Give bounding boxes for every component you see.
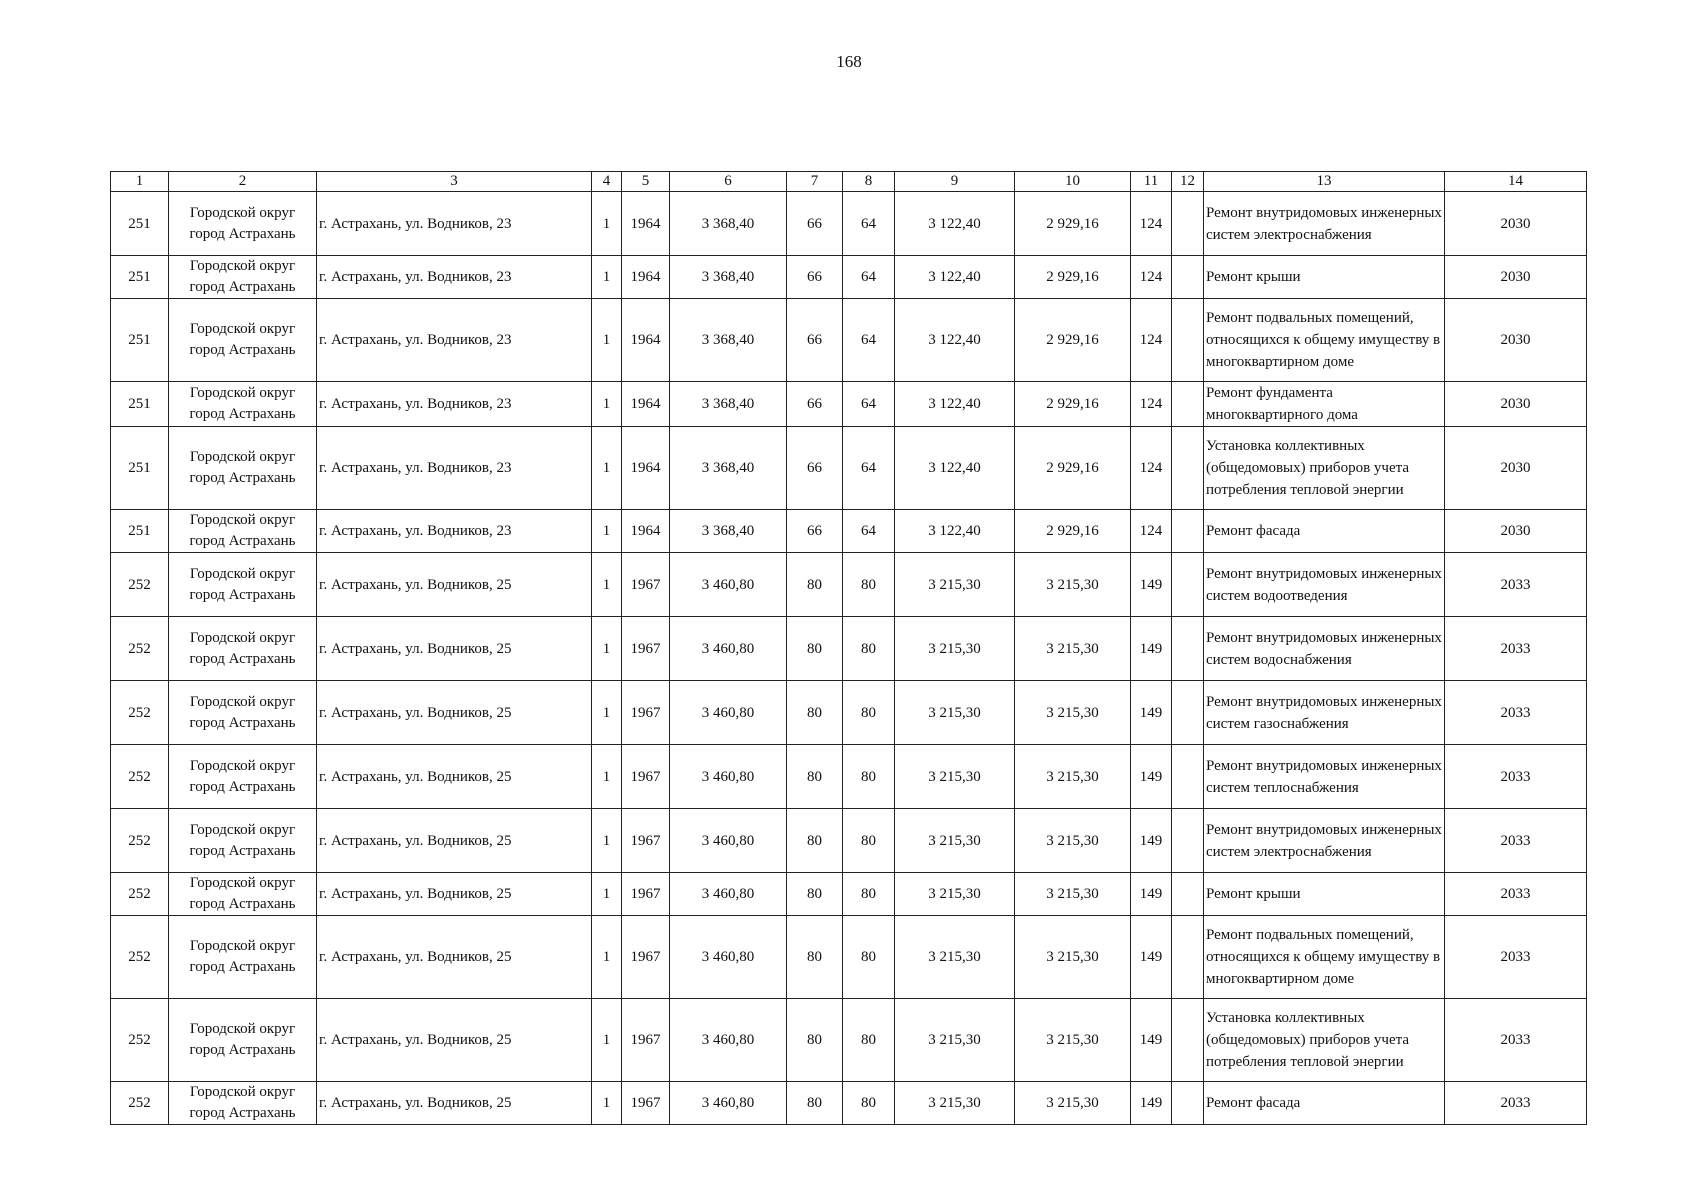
column-7-cell: 80 — [787, 1082, 843, 1125]
build-year-cell: 1967 — [622, 809, 670, 873]
address-cell: г. Астрахань, ул. Водников, 25 — [317, 999, 592, 1082]
column-9-cell: 3 215,30 — [895, 617, 1015, 681]
municipality-cell: Городской округ город Астрахань — [169, 873, 317, 916]
table-row — [111, 256, 1587, 299]
table-row — [111, 427, 1587, 510]
planned-year-cell: 2033 — [1445, 1082, 1587, 1125]
column-9-cell: 3 215,30 — [895, 681, 1015, 745]
header-cell: 9 — [895, 172, 1015, 192]
column-8-cell: 64 — [843, 256, 895, 299]
table-row — [111, 681, 1587, 745]
column-4-cell: 1 — [592, 809, 622, 873]
repair-work-cell: Установка коллективных (общедомовых) приборов учета потребления тепловой энергии — [1204, 999, 1445, 1082]
repair-work-cell: Ремонт крыши — [1204, 256, 1445, 299]
column-4-cell: 1 — [592, 192, 622, 256]
municipality-cell: Городской округ город Астрахань — [169, 681, 317, 745]
column-9-cell: 3 215,30 — [895, 809, 1015, 873]
column-12-cell — [1172, 873, 1204, 916]
column-12-cell — [1172, 256, 1204, 299]
build-year-cell: 1964 — [622, 299, 670, 382]
table-body — [111, 192, 1587, 1125]
column-11-cell: 124 — [1131, 382, 1172, 427]
repair-work-cell: Ремонт внутридомовых инженерных систем электроснабжения — [1204, 192, 1445, 256]
table-row — [111, 192, 1587, 256]
column-7-cell: 80 — [787, 999, 843, 1082]
header-cell: 13 — [1204, 172, 1445, 192]
municipality-cell: Городской округ город Астрахань — [169, 299, 317, 382]
column-11-cell: 149 — [1131, 809, 1172, 873]
column-11-cell: 124 — [1131, 427, 1172, 510]
column-12-cell — [1172, 510, 1204, 553]
column-7-cell: 80 — [787, 617, 843, 681]
column-4-cell: 1 — [592, 382, 622, 427]
column-6-cell: 3 368,40 — [670, 192, 787, 256]
table-row — [111, 873, 1587, 916]
column-10-cell: 2 929,16 — [1015, 510, 1131, 553]
column-7-cell: 66 — [787, 427, 843, 510]
column-10-cell: 2 929,16 — [1015, 256, 1131, 299]
column-6-cell: 3 460,80 — [670, 999, 787, 1082]
column-12-cell — [1172, 745, 1204, 809]
row-number-cell: 252 — [111, 809, 169, 873]
column-11-cell: 149 — [1131, 617, 1172, 681]
build-year-cell: 1967 — [622, 873, 670, 916]
column-12-cell — [1172, 1082, 1204, 1125]
address-cell: г. Астрахань, ул. Водников, 23 — [317, 192, 592, 256]
row-number-cell: 252 — [111, 916, 169, 999]
column-7-cell: 80 — [787, 809, 843, 873]
column-6-cell: 3 460,80 — [670, 745, 787, 809]
column-8-cell: 64 — [843, 192, 895, 256]
column-9-cell: 3 215,30 — [895, 745, 1015, 809]
column-4-cell: 1 — [592, 427, 622, 510]
column-6-cell: 3 460,80 — [670, 617, 787, 681]
column-10-cell: 2 929,16 — [1015, 299, 1131, 382]
address-cell: г. Астрахань, ул. Водников, 25 — [317, 553, 592, 617]
planned-year-cell: 2033 — [1445, 809, 1587, 873]
row-number-cell: 252 — [111, 617, 169, 681]
column-12-cell — [1172, 192, 1204, 256]
header-cell: 8 — [843, 172, 895, 192]
column-8-cell: 80 — [843, 617, 895, 681]
table-header — [111, 172, 1587, 192]
header-cell: 7 — [787, 172, 843, 192]
row-number-cell: 252 — [111, 999, 169, 1082]
column-12-cell — [1172, 617, 1204, 681]
column-8-cell: 80 — [843, 809, 895, 873]
column-10-cell: 3 215,30 — [1015, 999, 1131, 1082]
column-12-cell — [1172, 681, 1204, 745]
column-10-cell: 3 215,30 — [1015, 553, 1131, 617]
planned-year-cell: 2033 — [1445, 999, 1587, 1082]
column-11-cell: 149 — [1131, 916, 1172, 999]
column-7-cell: 80 — [787, 873, 843, 916]
row-number-cell: 251 — [111, 299, 169, 382]
column-12-cell — [1172, 427, 1204, 510]
column-11-cell: 124 — [1131, 299, 1172, 382]
column-11-cell: 149 — [1131, 873, 1172, 916]
repair-work-cell: Ремонт внутридомовых инженерных систем водоснабжения — [1204, 617, 1445, 681]
repair-work-cell: Ремонт внутридомовых инженерных систем водоотведения — [1204, 553, 1445, 617]
planned-year-cell: 2030 — [1445, 299, 1587, 382]
column-10-cell: 3 215,30 — [1015, 745, 1131, 809]
column-6-cell: 3 460,80 — [670, 873, 787, 916]
municipality-cell: Городской округ город Астрахань — [169, 553, 317, 617]
municipality-cell: Городской округ город Астрахань — [169, 617, 317, 681]
column-7-cell: 80 — [787, 916, 843, 999]
column-7-cell: 66 — [787, 510, 843, 553]
build-year-cell: 1967 — [622, 745, 670, 809]
header-cell: 4 — [592, 172, 622, 192]
column-6-cell: 3 460,80 — [670, 916, 787, 999]
municipality-cell: Городской округ город Астрахань — [169, 382, 317, 427]
column-8-cell: 64 — [843, 510, 895, 553]
column-4-cell: 1 — [592, 745, 622, 809]
header-cell: 14 — [1445, 172, 1587, 192]
column-9-cell: 3 122,40 — [895, 510, 1015, 553]
column-7-cell: 66 — [787, 382, 843, 427]
column-7-cell: 66 — [787, 299, 843, 382]
table-row — [111, 299, 1587, 382]
column-7-cell: 80 — [787, 681, 843, 745]
address-cell: г. Астрахань, ул. Водников, 23 — [317, 256, 592, 299]
table-row — [111, 510, 1587, 553]
column-4-cell: 1 — [592, 299, 622, 382]
column-12-cell — [1172, 809, 1204, 873]
table-row — [111, 745, 1587, 809]
table-row — [111, 1082, 1587, 1125]
column-6-cell: 3 368,40 — [670, 382, 787, 427]
planned-year-cell: 2030 — [1445, 382, 1587, 427]
column-9-cell: 3 122,40 — [895, 382, 1015, 427]
column-4-cell: 1 — [592, 1082, 622, 1125]
column-6-cell: 3 368,40 — [670, 510, 787, 553]
planned-year-cell: 2033 — [1445, 916, 1587, 999]
column-7-cell: 66 — [787, 192, 843, 256]
build-year-cell: 1964 — [622, 256, 670, 299]
page-number: 168 — [836, 52, 862, 71]
column-12-cell — [1172, 553, 1204, 617]
repair-schedule-table — [110, 171, 1587, 1125]
column-9-cell: 3 215,30 — [895, 916, 1015, 999]
build-year-cell: 1967 — [622, 999, 670, 1082]
header-cell: 12 — [1172, 172, 1204, 192]
column-8-cell: 64 — [843, 299, 895, 382]
address-cell: г. Астрахань, ул. Водников, 23 — [317, 510, 592, 553]
column-10-cell: 3 215,30 — [1015, 916, 1131, 999]
column-4-cell: 1 — [592, 510, 622, 553]
header-row — [111, 172, 1587, 192]
row-number-cell: 252 — [111, 745, 169, 809]
address-cell: г. Астрахань, ул. Водников, 25 — [317, 873, 592, 916]
column-6-cell: 3 460,80 — [670, 1082, 787, 1125]
build-year-cell: 1964 — [622, 192, 670, 256]
column-10-cell: 3 215,30 — [1015, 681, 1131, 745]
municipality-cell: Городской округ город Астрахань — [169, 427, 317, 510]
header-cell: 11 — [1131, 172, 1172, 192]
header-cell: 2 — [169, 172, 317, 192]
header-cell: 10 — [1015, 172, 1131, 192]
column-10-cell: 2 929,16 — [1015, 192, 1131, 256]
column-9-cell: 3 122,40 — [895, 192, 1015, 256]
municipality-cell: Городской округ город Астрахань — [169, 1082, 317, 1125]
column-8-cell: 80 — [843, 999, 895, 1082]
column-9-cell: 3 122,40 — [895, 299, 1015, 382]
column-10-cell: 2 929,16 — [1015, 382, 1131, 427]
repair-work-cell: Ремонт подвальных помещений, относящихся к общему имуществу в многоквартирном доме — [1204, 299, 1445, 382]
column-8-cell: 80 — [843, 553, 895, 617]
column-11-cell: 124 — [1131, 256, 1172, 299]
column-8-cell: 80 — [843, 1082, 895, 1125]
table-row — [111, 382, 1587, 427]
column-6-cell: 3 368,40 — [670, 256, 787, 299]
municipality-cell: Городской округ город Астрахань — [169, 510, 317, 553]
table-row — [111, 916, 1587, 999]
municipality-cell: Городской округ город Астрахань — [169, 256, 317, 299]
planned-year-cell: 2033 — [1445, 873, 1587, 916]
row-number-cell: 252 — [111, 873, 169, 916]
address-cell: г. Астрахань, ул. Водников, 23 — [317, 382, 592, 427]
header-cell: 5 — [622, 172, 670, 192]
repair-work-cell: Ремонт фасада — [1204, 1082, 1445, 1125]
column-12-cell — [1172, 916, 1204, 999]
address-cell: г. Астрахань, ул. Водников, 25 — [317, 916, 592, 999]
header-cell: 3 — [317, 172, 592, 192]
column-10-cell: 3 215,30 — [1015, 617, 1131, 681]
planned-year-cell: 2030 — [1445, 256, 1587, 299]
column-10-cell: 2 929,16 — [1015, 427, 1131, 510]
column-7-cell: 80 — [787, 553, 843, 617]
planned-year-cell: 2033 — [1445, 745, 1587, 809]
column-4-cell: 1 — [592, 916, 622, 999]
build-year-cell: 1967 — [622, 1082, 670, 1125]
column-4-cell: 1 — [592, 553, 622, 617]
column-11-cell: 149 — [1131, 999, 1172, 1082]
repair-work-cell: Ремонт фундамента многоквартирного дома — [1204, 382, 1445, 427]
column-11-cell: 124 — [1131, 510, 1172, 553]
build-year-cell: 1967 — [622, 617, 670, 681]
planned-year-cell: 2030 — [1445, 510, 1587, 553]
address-cell: г. Астрахань, ул. Водников, 25 — [317, 745, 592, 809]
municipality-cell: Городской округ город Астрахань — [169, 192, 317, 256]
row-number-cell: 251 — [111, 192, 169, 256]
address-cell: г. Астрахань, ул. Водников, 23 — [317, 299, 592, 382]
address-cell: г. Астрахань, ул. Водников, 25 — [317, 1082, 592, 1125]
column-11-cell: 149 — [1131, 745, 1172, 809]
repair-work-cell: Ремонт крыши — [1204, 873, 1445, 916]
repair-work-cell: Ремонт внутридомовых инженерных систем теплоснабжения — [1204, 745, 1445, 809]
header-cell: 6 — [670, 172, 787, 192]
column-4-cell: 1 — [592, 681, 622, 745]
column-8-cell: 80 — [843, 873, 895, 916]
column-7-cell: 66 — [787, 256, 843, 299]
build-year-cell: 1967 — [622, 681, 670, 745]
column-11-cell: 124 — [1131, 192, 1172, 256]
address-cell: г. Астрахань, ул. Водников, 25 — [317, 681, 592, 745]
column-9-cell: 3 215,30 — [895, 873, 1015, 916]
repair-work-cell: Ремонт внутридомовых инженерных систем электроснабжения — [1204, 809, 1445, 873]
planned-year-cell: 2033 — [1445, 553, 1587, 617]
column-9-cell: 3 122,40 — [895, 256, 1015, 299]
build-year-cell: 1964 — [622, 427, 670, 510]
table-row — [111, 617, 1587, 681]
repair-work-cell: Ремонт фасада — [1204, 510, 1445, 553]
column-7-cell: 80 — [787, 745, 843, 809]
repair-work-cell: Ремонт внутридомовых инженерных систем газоснабжения — [1204, 681, 1445, 745]
municipality-cell: Городской округ город Астрахань — [169, 809, 317, 873]
row-number-cell: 251 — [111, 382, 169, 427]
address-cell: г. Астрахань, ул. Водников, 23 — [317, 427, 592, 510]
column-4-cell: 1 — [592, 256, 622, 299]
column-11-cell: 149 — [1131, 681, 1172, 745]
column-9-cell: 3 215,30 — [895, 999, 1015, 1082]
row-number-cell: 252 — [111, 1082, 169, 1125]
column-6-cell: 3 368,40 — [670, 427, 787, 510]
municipality-cell: Городской округ город Астрахань — [169, 745, 317, 809]
row-number-cell: 252 — [111, 553, 169, 617]
row-number-cell: 251 — [111, 256, 169, 299]
row-number-cell: 252 — [111, 681, 169, 745]
planned-year-cell: 2033 — [1445, 681, 1587, 745]
build-year-cell: 1964 — [622, 510, 670, 553]
column-8-cell: 80 — [843, 745, 895, 809]
column-6-cell: 3 460,80 — [670, 553, 787, 617]
table-row — [111, 809, 1587, 873]
column-11-cell: 149 — [1131, 1082, 1172, 1125]
build-year-cell: 1964 — [622, 382, 670, 427]
planned-year-cell: 2033 — [1445, 617, 1587, 681]
column-9-cell: 3 215,30 — [895, 553, 1015, 617]
row-number-cell: 251 — [111, 510, 169, 553]
column-12-cell — [1172, 382, 1204, 427]
column-9-cell: 3 215,30 — [895, 1082, 1015, 1125]
row-number-cell: 251 — [111, 427, 169, 510]
column-8-cell: 64 — [843, 382, 895, 427]
column-4-cell: 1 — [592, 617, 622, 681]
column-10-cell: 3 215,30 — [1015, 809, 1131, 873]
column-12-cell — [1172, 999, 1204, 1082]
planned-year-cell: 2030 — [1445, 427, 1587, 510]
address-cell: г. Астрахань, ул. Водников, 25 — [317, 809, 592, 873]
column-6-cell: 3 368,40 — [670, 299, 787, 382]
municipality-cell: Городской округ город Астрахань — [169, 916, 317, 999]
column-6-cell: 3 460,80 — [670, 809, 787, 873]
column-12-cell — [1172, 299, 1204, 382]
column-11-cell: 149 — [1131, 553, 1172, 617]
build-year-cell: 1967 — [622, 916, 670, 999]
planned-year-cell: 2030 — [1445, 192, 1587, 256]
column-8-cell: 80 — [843, 681, 895, 745]
repair-work-cell: Ремонт подвальных помещений, относящихся к общему имуществу в многоквартирном доме — [1204, 916, 1445, 999]
column-8-cell: 64 — [843, 427, 895, 510]
municipality-cell: Городской округ город Астрахань — [169, 999, 317, 1082]
column-10-cell: 3 215,30 — [1015, 1082, 1131, 1125]
column-4-cell: 1 — [592, 873, 622, 916]
repair-work-cell: Установка коллективных (общедомовых) приборов учета потребления тепловой энергии — [1204, 427, 1445, 510]
column-10-cell: 3 215,30 — [1015, 873, 1131, 916]
table-row — [111, 553, 1587, 617]
header-cell: 1 — [111, 172, 169, 192]
table-row — [111, 999, 1587, 1082]
column-6-cell: 3 460,80 — [670, 681, 787, 745]
address-cell: г. Астрахань, ул. Водников, 25 — [317, 617, 592, 681]
build-year-cell: 1967 — [622, 553, 670, 617]
column-4-cell: 1 — [592, 999, 622, 1082]
column-9-cell: 3 122,40 — [895, 427, 1015, 510]
column-8-cell: 80 — [843, 916, 895, 999]
